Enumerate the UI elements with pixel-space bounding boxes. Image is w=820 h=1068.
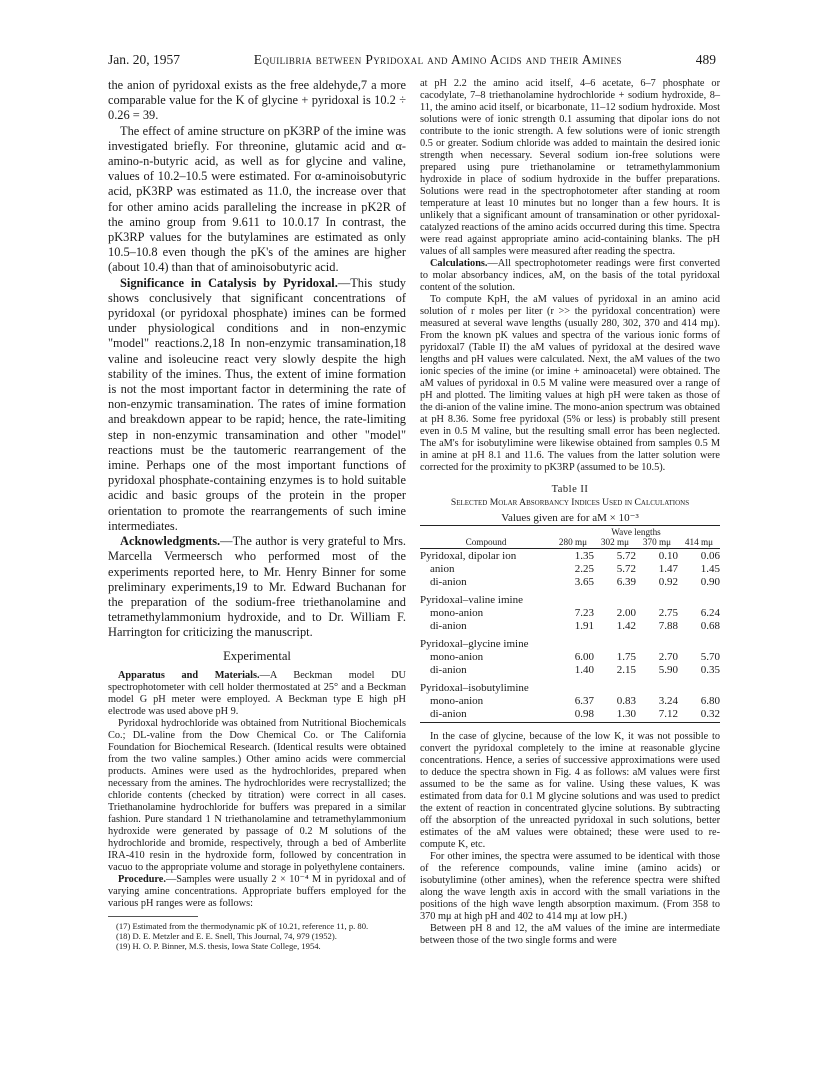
page-number: 489 [695, 52, 716, 67]
column-header: 280 mμ [552, 537, 594, 549]
value-cell: 7.23 [574, 606, 594, 619]
paragraph: at pH 2.2 the amino acid itself, 4–6 acetate, 6–7 phosphate or cacodylate, 7–8 triethanolamine hydrochloride + sodium hydroxide, 8–11, the amino acid itself, or bicarbonate, 11–12 sodium hydroxide. Most solutions were of ionic strength 0.1 assuming that dipolar ions do not contribute to the ionic strength. A few solutions were of ionic strength 0.5 or greater. Sodium chloride was added to maintain the desired ionic strength when necessary. Several sodium ion-free solutions were prepared using pure triethanolamine or tetramethylammonium hydroxide in place of sodium hydroxide in the buffer preparations. Solutions were read in the spectrophotometer after standing at room temperature at least 10 minutes but no longer than a few hours. It is unlikely that a significant amount of transamination or other pyridoxal-catalyzed reactions of the amino acids occurred during this time. Spectra were read against appropriate amino acid-containing blanks. The pH values of all samples were measured after reading the spectra. [420, 78, 720, 257]
paragraph: Significance in Catalysis by Pyridoxal.—This study shows conclusively that significant concentrations of pyridoxal (or pyridoxal phosphate) imines can be formed under physiological conditions and in non-enzymic "model" reactions.2,18 In non-enzymic transamination,18 valine and isoleucine react very slowly despite the high stability of the imines. Thus, the extent of imine formation is not the most important factor in determining the rate of non-enzymic transamination. The rates of imine formation and breakdown appear to be rapid; hence, the rate-limiting step in non-enzymic transamination and other "model" reactions must be the tautomeric rearrangement of the imine. Perhaps one of the most important functions of pyridoxal phosphate-containing enzymes is to hold suitable acidic and basic groups of the protein in the proper orientation to promote the rearrangements of such imine intermediates. [108, 275, 406, 533]
paragraph: Procedure.—Samples were usually 2 × 10⁻⁴ M in pyridoxal and of varying amine concentrations. Appropriate buffers employed for the various pH ranges were as follows: [108, 873, 406, 909]
table-group-row [420, 589, 720, 607]
paragraph: Acknowledgments.—The author is very grateful to Mrs. Marcella Vermeersch who performed most of the experiments reported here, to Mr. Henry Binner for some preliminary experiments,19 to Mr. Edward Buchanan for the preparation of the sodium-free triethanolamine and tetramethylammonium hydroxide, and to Dr. William F. Harrington for criticizing the manuscript. [108, 534, 406, 640]
value-cell: 2.25 [574, 562, 594, 575]
value-cell: 3.65 [574, 575, 594, 588]
footnotes [108, 921, 406, 952]
paragraph: Calculations.—All spectrophotometer readings were first converted to molar absorbancy indices, aM, on the basis of the total pyridoxal content of the solution. [420, 258, 720, 293]
value-cell: 3.24 [658, 694, 678, 707]
paragraph: In the case of glycine, because of the low K, it was not possible to convert the pyridoxal completely to the imine at reasonable glycine concentrations. Hence, a series of successive approximations were used to deduce the spectra shown in Fig. 4 as follows: aM values were first assumed to be the same as for valine. Using these values, K was estimated from data for 0.1 M glycine solutions and was used to predict the extent of reaction in concentrated glycine solutions. By subtracting off the absorption of the unreacted pyridoxal in such solutions, better estimates of the aM values were obtained; these were used to re-compute K, etc. [420, 730, 720, 850]
value-cell: 0.83 [616, 694, 636, 707]
value-cell: 6.00 [574, 650, 594, 663]
value-cell: 2.75 [658, 606, 678, 619]
absorbancy-table [420, 525, 720, 723]
value-cell: 0.35 [700, 663, 720, 676]
table-ii [420, 484, 720, 723]
table-row [420, 562, 720, 575]
paragraph-heading: Procedure. [118, 873, 166, 885]
value-cell: 6.80 [700, 694, 720, 707]
table-title: Table II [551, 484, 589, 495]
compound-cell: Pyridoxal–valine imine [420, 593, 523, 606]
table-row [420, 575, 720, 588]
footnote-rule [108, 916, 198, 917]
value-cell: 2.15 [616, 663, 636, 676]
compound-cell: Pyridoxal–isobutylimine [420, 681, 529, 694]
paragraph: the anion of pyridoxal exists as the free aldehyde,7 a more comparable value for the K of glycine + pyridoxal is 10.2 ÷ 0.26 = 39. [108, 78, 406, 123]
value-cell: 0.32 [678, 707, 720, 722]
value-cell: 6.39 [616, 575, 636, 588]
header-date: Jan. 20, 1957 [108, 52, 180, 67]
left-column [108, 78, 406, 952]
value-cell: 5.90 [658, 663, 678, 676]
paragraph: For other imines, the spectra were assumed to be identical with those of the reference compounds, valine imine (amino acids) or isobutylimine (other amines), when the reference spectra were shifted along the wave length axis in accord with the small variations in the positions of the high wave length absorption maximum. (From 358 to 370 mμ at high pH and 402 to 414 mμ at low pH.) [420, 850, 720, 922]
compound-cell: di-anion [420, 707, 552, 722]
compound-cell: di-anion [430, 575, 467, 588]
value-cell: 0.10 [658, 549, 678, 562]
table-row [420, 694, 720, 707]
table-row [420, 606, 720, 619]
value-cell: 1.75 [616, 650, 636, 663]
compound-cell: mono-anion [430, 694, 484, 707]
paragraph-heading: Significance in Catalysis by Pyridoxal. [120, 275, 338, 290]
table-group-row [420, 633, 720, 651]
table-row [420, 663, 720, 676]
value-cell: 0.68 [700, 619, 720, 632]
value-cell: 5.70 [700, 650, 720, 663]
column-header: Compound [420, 537, 552, 549]
compound-cell: mono-anion [430, 606, 484, 619]
running-header [108, 52, 716, 72]
footnote: (18) D. E. Metzler and E. E. Snell, This Journal, 74, 979 (1952). [116, 930, 337, 941]
table-caption: Selected Molar Absorbancy Indices Used in Calculations [450, 497, 690, 508]
compound-cell: di-anion [430, 663, 467, 676]
value-cell: 6.24 [700, 606, 720, 619]
table-row [420, 619, 720, 632]
paragraph: To compute KpH, the aM values of pyridoxal in an amino acid solution of r moles per liter (r >> the pyridoxal concentration) were measured at several wave lengths (usually 280, 302, 370 and 414 mμ). From the known pK values and spectra of the various ionic forms of pyridoxal7 (Table II) the aM values of pyridoxal at the desired wave lengths and pH values were calculated. Next, the aM values of the two ionic species of the imine (or imine + aminoacetal) were obtained. The aM values of pyridoxal in 0.5 M valine were measured over a range of pH and plotted. The limiting values at high pH were taken as those of the di-anion of the valine imine. The mono-anion spectrum was obtained at pH 8.36. Some free pyridoxal (5% or less) is probably still present even in 0.5 M valine, but the resulting small error has been neglected. The aM's for isobutylimine were likewise obtained from samples 0.5 M in amine at pH 8.1 and 11.6. The values from the latter solution were corrected for the proximity to pK3RP (assumed to be 10.5). [420, 294, 720, 473]
section-heading: Experimental [223, 648, 291, 663]
compound-cell: Pyridoxal, dipolar ion [420, 549, 517, 562]
paragraph: Apparatus and Materials.—A Beckman model DU spectrophotometer with cell holder thermostated at 25° and a Beckman model G pH meter were employed. A Beckman type E high pH electrode was used above pH 9. [108, 669, 406, 717]
header-title: Equilibria between Pyridoxal and Amino Acids and their Amines [253, 52, 622, 67]
value-cell: 2.00 [616, 606, 636, 619]
compound-cell: anion [430, 562, 455, 575]
footnote: (19) H. O. P. Binner, M.S. thesis, Iowa State College, 1954. [116, 941, 321, 952]
table-subtitle: Values given are for aM × 10⁻³ [501, 512, 639, 524]
value-cell: 1.45 [700, 562, 720, 575]
paragraph-heading: Apparatus and Materials. [118, 669, 260, 681]
column-header: 414 mμ [678, 537, 720, 549]
paragraph-heading: Acknowledgments. [120, 534, 221, 549]
table-row [420, 650, 720, 663]
paragraph: Pyridoxal hydrochloride was obtained from Nutritional Biochemicals Co.; DL-valine from the Dow Chemical Co. or The California Foundation for Biochemical Research. (Identical results were obtained from the two valine samples.) Other amino acids were commercial products. Amines were used as the hydrochlorides, prepared when necessary from the amines. The hydrochlorides were recrystallized; the chloride contents (checked by titration) were correct in all cases. Triethanolamine hydrochloride for buffers was prepared in a similar fashion. Pure standard 1 N triethanolamine and tetramethylammonium hydroxide were generated by passage of 0.2 M solutions of the hydrochloride and bromide, respectively, through a bed of Amberlite IRA-410 resin in the hydroxide form, followed by concentration in vacuo to the appropriate volume and storage in polyethylene containers. [108, 717, 406, 873]
right-column [420, 78, 720, 947]
value-cell: 0.06 [700, 549, 720, 562]
table-row [420, 549, 720, 563]
value-cell: 0.98 [552, 707, 594, 722]
value-cell: 1.42 [616, 619, 636, 632]
paragraph: Between pH 8 and 12, the aM values of the imine are intermediate between those of the two single forms and were [420, 922, 720, 946]
value-cell: 5.72 [616, 562, 636, 575]
compound-cell: di-anion [430, 619, 467, 632]
paragraph: The effect of amine structure on pK3RP of the imine was investigated briefly. For threonine, glutamic acid and α-amino-n-butyric acid, as well as for glycine and valine, values of 10.2–10.5 were estimated. For α-aminoisobutyric acid, pK3RP was estimated as 11.0, the increase over that for other amino acids paralleling the increase in pK2R of the amino group from 9.611 to 10.0.17 In contrast, the pK3RP values for the butylamines are estimated as only 10.5–10.8 even though the pK's of the amines are higher (about 10.4) than that of aminoisobutyric acid. [108, 123, 406, 275]
value-cell: 7.88 [658, 619, 678, 632]
value-cell: 1.30 [594, 707, 636, 722]
table-row [420, 707, 720, 722]
value-cell: 6.37 [574, 694, 594, 707]
column-header: 370 mμ [636, 537, 678, 549]
paragraph-heading: Calculations. [430, 258, 488, 269]
value-cell: 1.47 [658, 562, 678, 575]
value-cell: 1.35 [574, 549, 594, 562]
footnote: (17) Estimated from the thermodynamic pK of 10.21, reference 11, p. 80. [116, 920, 369, 931]
column-header: 302 mμ [594, 537, 636, 549]
value-cell: 1.91 [574, 619, 594, 632]
value-cell: 2.70 [658, 650, 678, 663]
value-cell: 5.72 [616, 549, 636, 562]
table-group-row [420, 677, 720, 695]
value-cell: 0.90 [700, 575, 720, 588]
value-cell: 7.12 [636, 707, 678, 722]
value-cell: 0.92 [658, 575, 678, 588]
compound-cell: mono-anion [430, 650, 484, 663]
value-cell: 1.40 [574, 663, 594, 676]
wave-lengths-header: Wave lengths [552, 526, 720, 538]
compound-cell: Pyridoxal–glycine imine [420, 637, 529, 650]
